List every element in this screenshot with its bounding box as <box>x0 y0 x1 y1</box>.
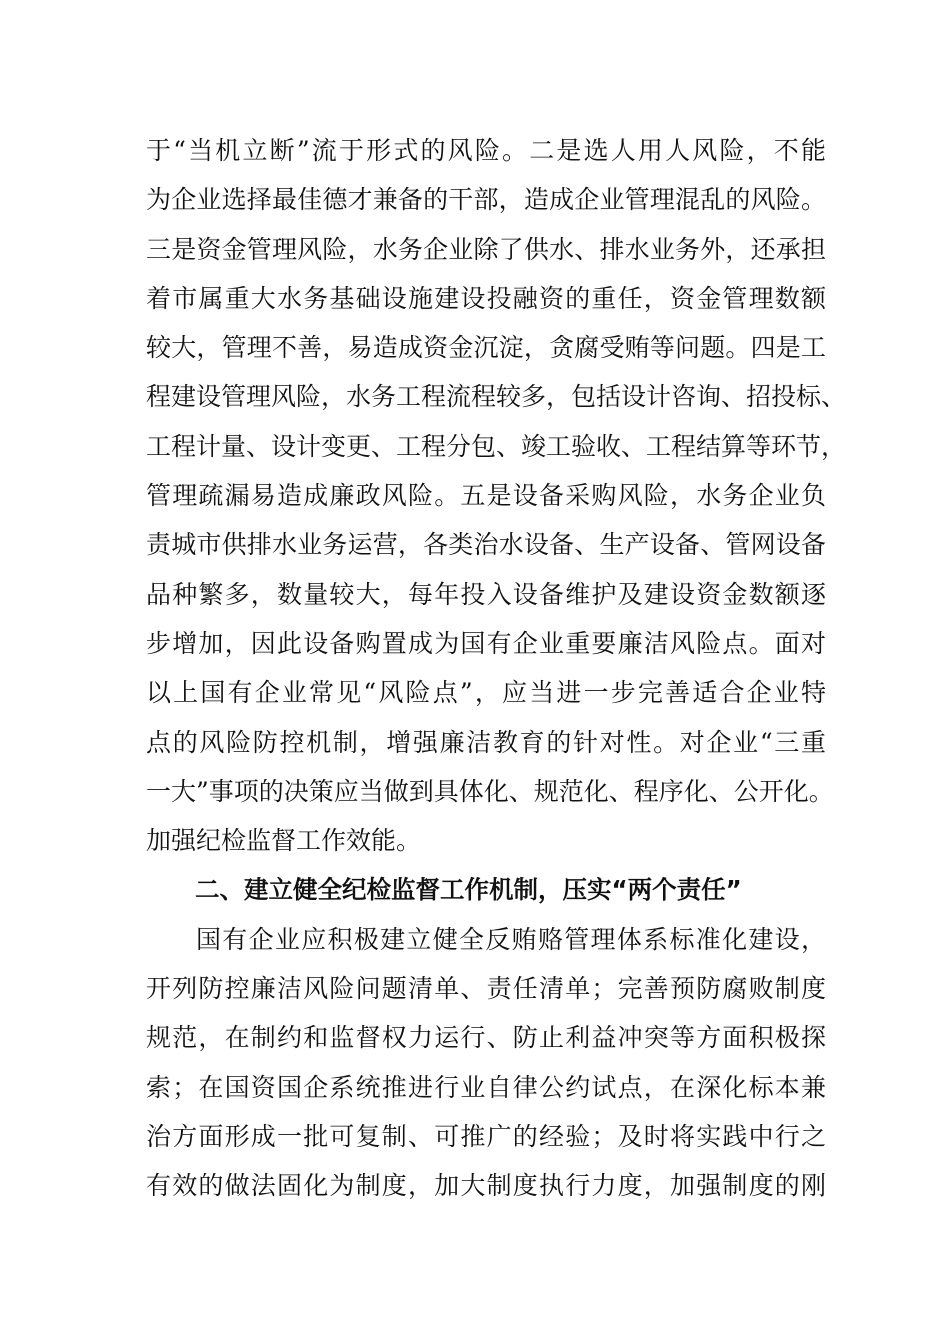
paragraph-risk-points <box>146 126 847 865</box>
paragraph-line: 较大，管理不善，易造成资金沉淀，贪腐受贿等问题。四是工 <box>146 333 826 363</box>
paragraph-line: 责城市供排水业务运营，各类治水设备、生产设备、管网设备 <box>146 530 826 560</box>
paragraph-line: 于“当机立断”流于形式的风险。二是选人用人风险，不能 <box>146 136 826 165</box>
paragraph-line: 工程计量、设计变更、工程分包、竣工验收、工程结算等环节， <box>146 431 847 461</box>
paragraph-line: 规范，在制约和监督权力运行、防止利益冲突等方面积极探 <box>146 1023 826 1053</box>
paragraph-supervision-mechanism <box>146 915 826 1211</box>
paragraph-line: 管理疏漏易造成廉政风险。五是设备采购风险，水务企业负 <box>146 481 826 511</box>
paragraph-line: 以上国有企业常见“风险点”，应当进一步完善适合企业特 <box>146 678 826 708</box>
paragraph-line: 治方面形成一批可复制、可推广的经验；及时将实践中行之 <box>146 1121 826 1151</box>
paragraph-line: 着市属重大水务基础设施建设投融资的重任，资金管理数额 <box>146 283 826 313</box>
paragraph-line: 步增加，因此设备购置成为国有企业重要廉洁风险点。面对 <box>146 628 826 658</box>
section-heading: 二、建立健全纪检监督工作机制，压实“两个责任” <box>195 875 742 905</box>
paragraph-line: 点的风险防控机制，增强廉洁教育的针对性。对企业“三重 <box>146 727 826 757</box>
paragraph-line: 三是资金管理风险，水务企业除了供水、排水业务外，还承担 <box>146 234 826 264</box>
paragraph-line: 国有企业应积极建立健全反贿赂管理体系标准化建设， <box>196 924 826 954</box>
paragraph-line: 品种繁多，数量较大，每年投入设备维护及建设资金数额逐 <box>146 579 826 609</box>
paragraph-line: 加强纪检监督工作效能。 <box>146 826 422 856</box>
paragraph-line: 开列防控廉洁风险问题清单、责任清单；完善预防腐败制度 <box>146 974 826 1004</box>
paragraph-line: 有效的做法固化为制度，加大制度执行力度，加强制度的刚 <box>146 1171 826 1201</box>
paragraph-line: 索；在国资国企系统推进行业自律公约试点，在深化标本兼 <box>146 1072 826 1102</box>
paragraph-line: 为企业选择最佳德才兼备的干部，造成企业管理混乱的风险。 <box>146 185 826 215</box>
paragraph-line: 程建设管理风险，水务工程流程较多，包括设计咨询、招投标、 <box>146 382 847 412</box>
document-body <box>146 126 847 1211</box>
paragraph-line: 一大”事项的决策应当做到具体化、规范化、程序化、公开化。 <box>146 776 834 806</box>
